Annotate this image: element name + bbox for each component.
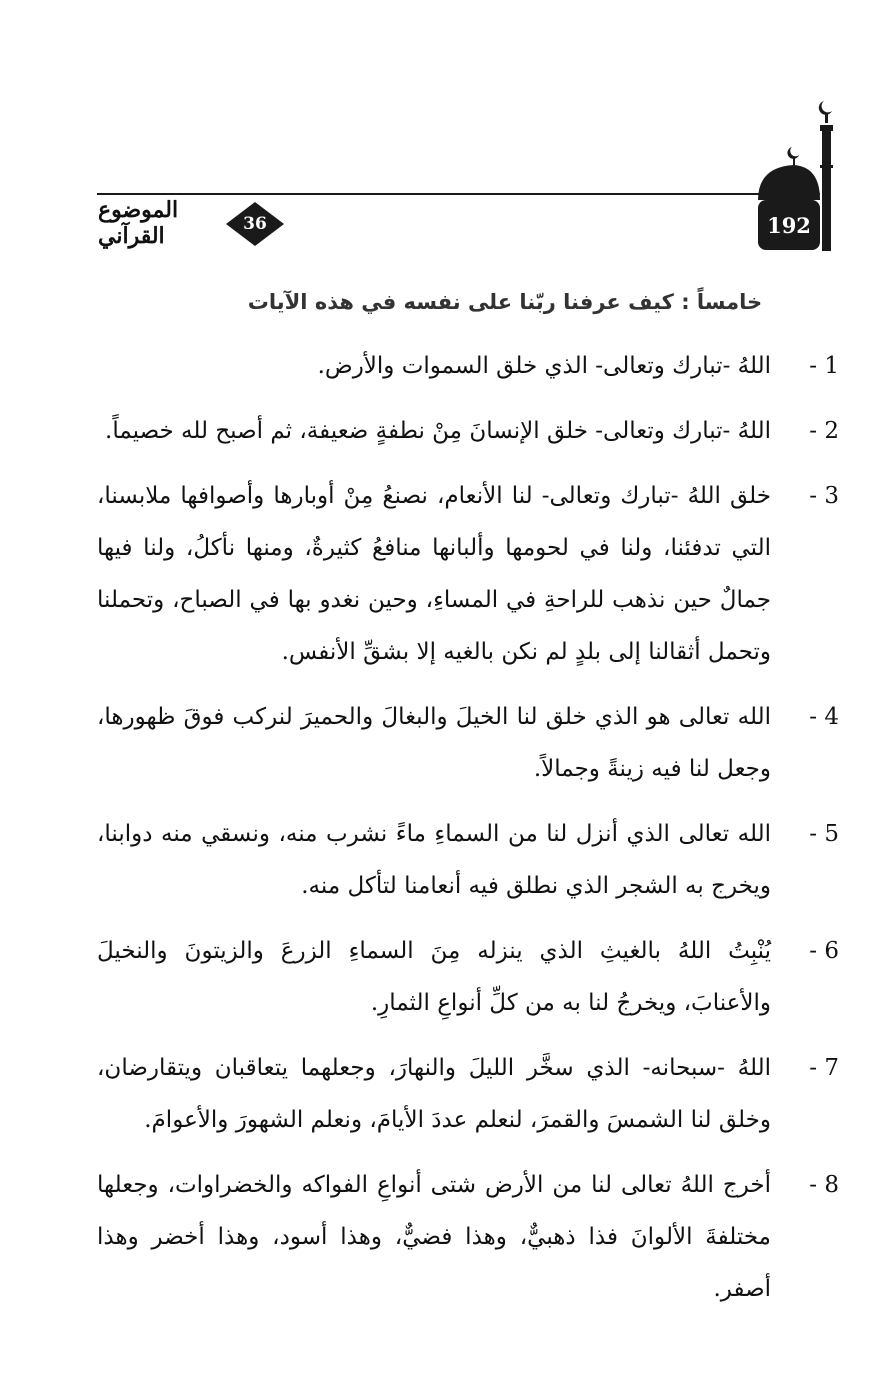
page-header bbox=[0, 0, 877, 260]
section-title: خامساً : كيف عرفنا ربّنا على نفسه في هذه الآيات bbox=[247, 290, 763, 314]
item-number: 4 - bbox=[809, 704, 839, 730]
list-item bbox=[97, 925, 839, 1029]
item-text: الله تعالى الذي أنزل لنا من السماءِ ماءً نشرب منه، ونسقي منه دوابنا، ويخرج به الشجر الذي نطلق فيه أنعامنا لتأكل منه. bbox=[97, 821, 771, 899]
lesson-number-badge bbox=[226, 202, 284, 246]
item-number: 8 - bbox=[809, 1172, 839, 1198]
list-item bbox=[97, 405, 839, 457]
item-number: 6 - bbox=[809, 938, 839, 964]
item-text: اللهُ -تبارك وتعالى- الذي خلق السموات والأرض. bbox=[317, 353, 771, 379]
item-number: 7 - bbox=[809, 1055, 839, 1081]
list-item bbox=[97, 1042, 839, 1146]
page-number-badge: 192 bbox=[758, 200, 820, 250]
item-number: 3 - bbox=[809, 483, 839, 509]
list-item bbox=[97, 691, 839, 795]
item-text: خلق اللهُ -تبارك وتعالى- لنا الأنعام، نصنعُ مِنْ أوبارها وأصوافها ملابسنا، التي تدفئنا، ولنا في لحومها وألبانها منافعُ كثيرةٌ، ومنها نأكلُ، ولنا فيها جمالٌ حين نذهب للراحةِ في المساءِ، وحين نغدو بها في الصباح، وتحملنا وتحمل أثقالنا إلى بلدٍ لم نكن بالغيه إلا بشقِّ الأنفس. bbox=[97, 483, 771, 665]
header-rule bbox=[97, 193, 820, 195]
list-item bbox=[97, 340, 839, 392]
series-title-logo: الموضوع القرآني bbox=[98, 197, 179, 249]
lesson-number: 36 bbox=[243, 214, 267, 234]
item-text: اللهُ -سبحانه- الذي سخَّر الليلَ والنهارَ، وجعلهما يتعاقبان ويتقارضان، وخلق لنا الشمسَ والقمرَ، لنعلم عددَ الأيامَ، ونعلم الشهورَ والأعوامَ. bbox=[97, 1055, 771, 1133]
list-item bbox=[97, 808, 839, 912]
item-number: 5 - bbox=[809, 821, 839, 847]
verse-lessons-list bbox=[97, 340, 839, 1328]
item-text: الله تعالى هو الذي خلق لنا الخيلَ والبغالَ والحميرَ لنركب فوقَ ظهورها، وجعل لنا فيه زينةً وجمالاً. bbox=[97, 704, 771, 782]
item-text: أخرج اللهُ تعالى لنا من الأرض شتى أنواعِ الفواكه والخضراوات، وجعلها مختلفةَ الألوانَ فذا ذهبيٌّ، وهذا فضيٌّ، وهذا أسود، وهذا أخضر وهذا أصفر. bbox=[97, 1172, 771, 1302]
item-text: يُنْبِتُ اللهُ بالغيثِ الذي ينزله مِنَ السماءِ الزرعَ والزيتونَ والنخيلَ والأعنابَ، ويخرجُ لنا به من كلِّ أنواعِ الثمارِ. bbox=[97, 938, 771, 1016]
list-item bbox=[97, 1159, 839, 1315]
item-number: 2 - bbox=[809, 418, 839, 444]
list-item bbox=[97, 470, 839, 678]
item-number: 1 - bbox=[809, 353, 839, 379]
item-text: اللهُ -تبارك وتعالى- خلق الإنسانَ مِنْ نطفةٍ ضعيفة، ثم أصبح لله خصيماً. bbox=[105, 418, 771, 444]
